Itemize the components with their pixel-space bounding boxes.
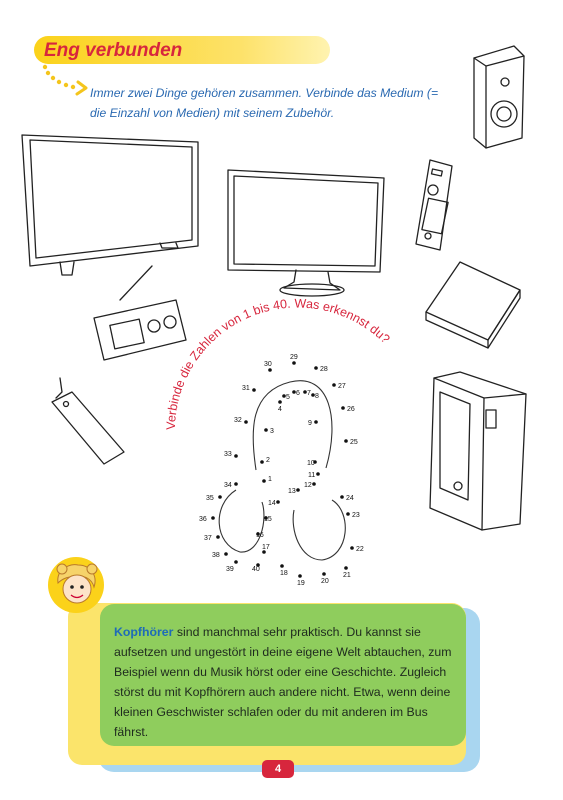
dot-37 [216,535,220,539]
dot-label-26: 26 [347,406,355,413]
dot-label-32: 32 [234,417,242,424]
page-number: 4 [262,760,294,778]
dot-24 [340,495,344,499]
dot-label-35: 35 [206,495,214,502]
dot-label-11: 11 [308,472,316,479]
dot-25 [344,439,348,443]
dot-label-2: 2 [266,457,270,464]
dot-label-3: 3 [270,428,274,435]
dot-label-12: 12 [304,482,312,489]
dot-14 [276,500,280,504]
puzzle-instruction: Verbinde die Zahlen von 1 bis 40. Was erkennst du? [163,296,393,431]
dot-label-27: 27 [338,383,346,390]
dot-label-19: 19 [297,580,305,587]
dot-2 [260,460,264,464]
dot-label-16: 16 [256,532,264,539]
dot-38 [224,552,228,556]
dot-label-13: 13 [288,488,296,495]
dot-label-10: 10 [307,460,315,467]
dot-label-4: 4 [278,406,282,413]
dot-label-22: 22 [356,546,364,553]
dot-label-25: 25 [350,439,358,446]
dot-label-5: 5 [286,394,290,401]
dot-18 [280,564,284,568]
dot-label-39: 39 [226,566,234,573]
dot-19 [298,574,302,578]
dot-22 [350,546,354,550]
dot-39 [234,560,238,564]
dot-label-24: 24 [346,495,354,502]
dot-label-29: 29 [290,354,298,361]
dot-23 [346,512,350,516]
info-text [114,622,452,742]
dot-36 [211,516,215,520]
dot-34 [234,482,238,486]
dot-label-15: 15 [264,516,272,523]
dot-35 [218,495,222,499]
dot-label-40: 40 [252,566,260,573]
dot-label-17: 17 [262,544,270,551]
dot-label-7: 7 [307,390,311,397]
dot-33 [234,454,238,458]
dot-12 [312,482,316,486]
dot-29 [292,361,296,365]
dot-label-23: 23 [352,512,360,519]
dot-31 [252,388,256,392]
intro-text: Immer zwei Dinge gehören zusammen. Verbinde das Medium (= die Einzahl von Medien) mit seinem Zubehör. [90,86,439,120]
dot-3 [264,428,268,432]
dot-label-34: 34 [224,482,232,489]
dot-label-28: 28 [320,366,328,373]
dot-label-9: 9 [308,420,312,427]
dot-4 [278,400,282,404]
avatar-girl-icon [42,555,114,621]
dot-label-6: 6 [296,390,300,397]
dot-label-1: 1 [268,476,272,483]
dot-label-14: 14 [268,500,276,507]
dot-27 [332,383,336,387]
dot-9 [314,420,318,424]
dot-20 [322,572,326,576]
dot-label-21: 21 [343,572,351,579]
dot-label-36: 36 [199,516,207,523]
dot-label-31: 31 [242,385,250,392]
dot-label-37: 37 [204,535,212,542]
info-body: sind manchmal sehr praktisch. Du kannst sie aufsetzen und ungestört in deine eigene Welt abtauchen, zum Beispiel wenn du Musik hörst oder eine Geschichte. Zugleich störst du mit Kopfhörern auch andere nicht. Etwa, wenn deine kleinen Geschwister schlafen oder du mit anderen im Bus fährst. [114,625,452,739]
dot-26 [341,406,345,410]
dot-1 [262,479,266,483]
info-keyword: Kopfhörer [114,625,174,639]
dot-11 [316,472,320,476]
dot-label-33: 33 [224,451,232,458]
dot-label-20: 20 [321,578,329,585]
dot-32 [244,420,248,424]
dot-21 [344,566,348,570]
dot-label-30: 30 [264,361,272,368]
page-title: Eng verbunden [44,40,183,61]
dot-13 [296,488,300,492]
dot-28 [314,366,318,370]
dot-label-18: 18 [280,570,288,577]
dot-label-38: 38 [212,552,220,559]
dot-label-8: 8 [315,393,319,400]
dot-30 [268,368,272,372]
